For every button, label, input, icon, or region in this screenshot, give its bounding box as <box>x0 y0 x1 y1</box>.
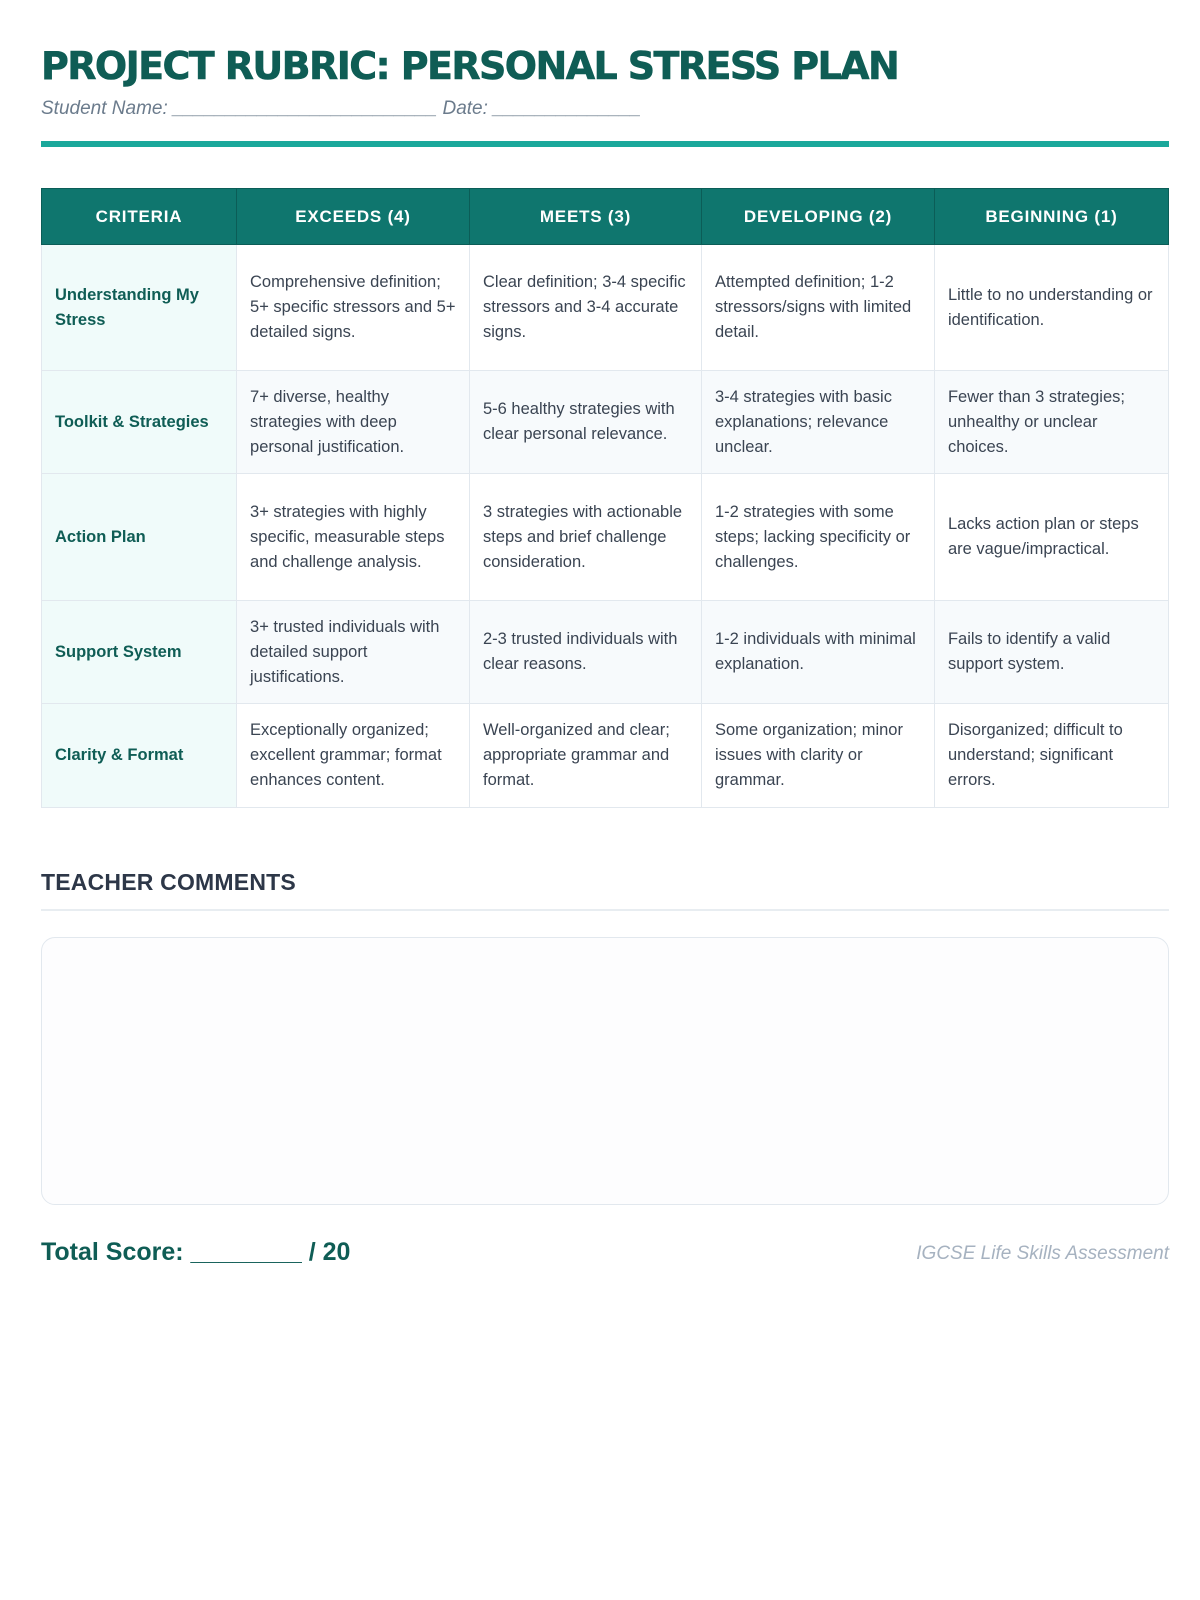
meets-cell: 5-6 healthy strategies with clear personal relevance. <box>470 371 702 474</box>
page-title: PROJECT RUBRIC: PERSONAL STRESS PLAN <box>41 44 899 88</box>
criteria-cell: Support System <box>42 601 237 704</box>
beginning-cell: Little to no understanding or identification. <box>934 245 1168 371</box>
rubric-header-row <box>42 189 1169 245</box>
exceeds-cell: 3+ strategies with highly specific, measurable steps and challenge analysis. <box>237 474 470 601</box>
criteria-cell: Clarity & Format <box>42 704 237 808</box>
developing-cell: 1-2 strategies with some steps; lacking specificity or challenges. <box>701 474 934 601</box>
table-row <box>42 371 1169 474</box>
exceeds-cell: 3+ trusted individuals with detailed support justifications. <box>237 601 470 704</box>
table-row <box>42 474 1169 601</box>
header-divider <box>41 141 1169 147</box>
teacher-comments-heading: TEACHER COMMENTS <box>41 869 296 895</box>
exceeds-cell: Comprehensive definition; 5+ specific stressors and 5+ detailed signs. <box>237 245 470 371</box>
column-header-beginning: BEGINNING (1) <box>934 189 1168 245</box>
assessment-footer-note: IGCSE Life Skills Assessment <box>916 1243 1169 1264</box>
developing-cell: 1-2 individuals with minimal explanation. <box>701 601 934 704</box>
meets-cell: Clear definition; 3-4 specific stressors and 3-4 accurate signs. <box>470 245 702 371</box>
column-header-developing: DEVELOPING (2) <box>701 189 934 245</box>
student-name-date-line: Student Name: _________________________ Date: ______________ <box>41 98 642 119</box>
table-row <box>42 704 1169 808</box>
developing-cell: Some organization; minor issues with clarity or grammar. <box>701 704 934 808</box>
rubric-page <box>41 38 1169 1266</box>
criteria-cell: Toolkit & Strategies <box>42 371 237 474</box>
table-row <box>42 601 1169 704</box>
column-header-exceeds: EXCEEDS (4) <box>237 189 470 245</box>
rubric-table <box>41 188 1169 808</box>
criteria-cell: Understanding My Stress <box>42 245 237 371</box>
table-row <box>42 245 1169 371</box>
meets-cell: Well-organized and clear; appropriate grammar and format. <box>470 704 702 808</box>
meets-cell: 3 strategies with actionable steps and brief challenge consideration. <box>470 474 702 601</box>
exceeds-cell: Exceptionally organized; excellent grammar; format enhances content. <box>237 704 470 808</box>
developing-cell: 3-4 strategies with basic explanations; relevance unclear. <box>701 371 934 474</box>
beginning-cell: Disorganized; difficult to understand; significant errors. <box>934 704 1168 808</box>
criteria-cell: Action Plan <box>42 474 237 601</box>
teacher-comments-box[interactable] <box>41 937 1169 1205</box>
beginning-cell: Fails to identify a valid support system. <box>934 601 1168 704</box>
beginning-cell: Fewer than 3 strategies; unhealthy or unclear choices. <box>934 371 1168 474</box>
exceeds-cell: 7+ diverse, healthy strategies with deep personal justification. <box>237 371 470 474</box>
comments-divider <box>41 909 1169 911</box>
meets-cell: 2-3 trusted individuals with clear reasons. <box>470 601 702 704</box>
total-score: Total Score: ________ / 20 <box>41 1238 351 1266</box>
column-header-meets: MEETS (3) <box>470 189 702 245</box>
column-header-criteria: CRITERIA <box>42 189 237 245</box>
developing-cell: Attempted definition; 1-2 stressors/signs with limited detail. <box>701 245 934 371</box>
beginning-cell: Lacks action plan or steps are vague/impractical. <box>934 474 1168 601</box>
